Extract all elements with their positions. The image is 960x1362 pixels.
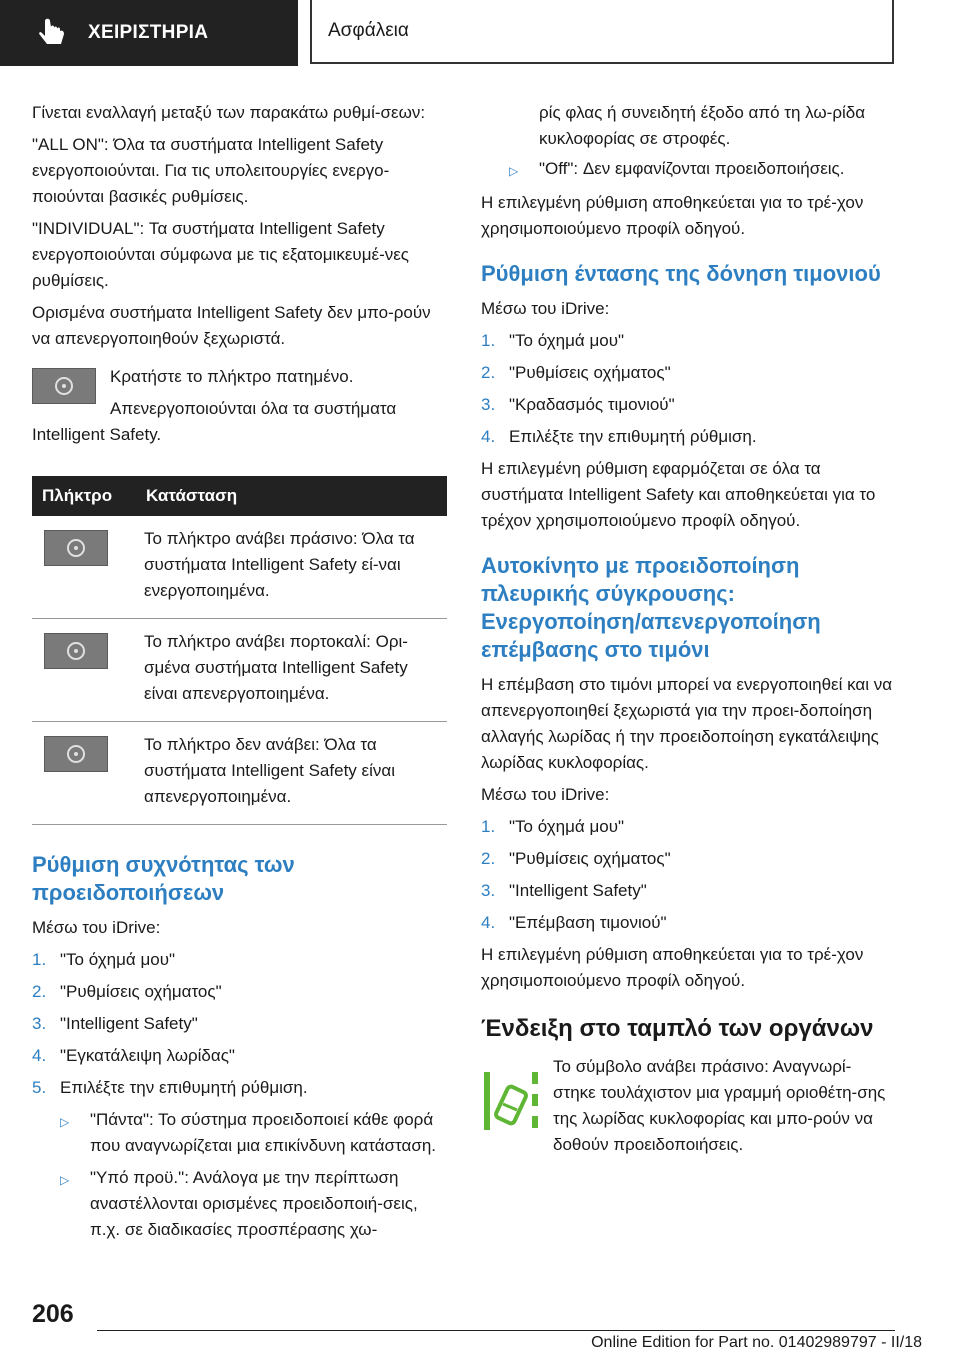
- table-header-status: Κατάσταση: [136, 476, 447, 516]
- left-column: [32, 100, 444, 1249]
- idrive-intro: Μέσω του iDrive:: [481, 785, 610, 804]
- safety-button-icon: [44, 736, 108, 772]
- lane-departure-icon: [481, 1066, 541, 1136]
- right-column: [481, 100, 893, 1164]
- status-table: [32, 476, 447, 825]
- table-row: [32, 722, 447, 825]
- list-item: 1. "Το όχημά μου": [481, 817, 625, 836]
- sub-item: ▷ "Υπό προϋ.": Ανάλογα με την περίπτωση αναστέλλονται ορισμένες προειδοποιή‐σεις, π.χ. σε διαδικασίες προσπέρασης χω‐: [60, 1165, 444, 1243]
- paragraph: Γίνεται εναλλαγή μεταξύ των παρακάτω ρυθμί‐σεων:: [32, 103, 426, 122]
- sub-item: ▷ "Πάντα": Το σύστημα προειδοποιεί κάθε φορά που αναγνωρίζεται μια επικίνδυνη κατάσταση.: [60, 1107, 444, 1159]
- table-row: [32, 619, 447, 722]
- steps-list: [481, 328, 893, 450]
- section-tab[interactable]: [310, 0, 894, 64]
- list-item: 3. "Intelligent Safety": [481, 881, 647, 900]
- paragraph: Ορισμένα συστήματα Intelligent Safety δεν μπο‐ρούν να απενεργοποιηθούν ξεχωριστά.: [32, 303, 431, 348]
- paragraph: Η επιλεγμένη ρύθμιση εφαρμόζεται σε όλα τα συστήματα Intelligent Safety και αποθηκεύεται για το τρέχον χρησιμοποιούμενο προφίλ οδηγού.: [481, 459, 876, 530]
- paragraph: Η επέμβαση στο τιμόνι μπορεί να ενεργοποιηθεί και να απενεργοποιηθεί ξεχωριστά για την προει‐δοποίηση αλλαγής λωρίδας ή την προειδοποίηση εγκατάλειψης λωρίδας κυκλοφορίας.: [481, 675, 893, 772]
- list-item: 4. "Εγκατάλειψη λωρίδας": [32, 1046, 235, 1065]
- sub-item: ▷ "Off": Δεν εμφανίζονται προειδοποιήσεις.: [509, 156, 893, 184]
- chapter-title: ΧΕΙΡΙΣΤΗΡΙΑ: [88, 22, 209, 43]
- table-cell: Το πλήκτρο ανάβει πορτοκαλί: Ορι‐σμένα συστήματα Intelligent Safety είναι απενεργοποιημένα.: [136, 619, 447, 722]
- triangle-bullet-icon: ▷: [60, 1115, 70, 1129]
- steps-list: [32, 947, 444, 1101]
- table-row: [32, 516, 447, 619]
- safety-button-icon: [44, 633, 108, 669]
- edition-text: Online Edition for Part no. 01402989797 - II/18: [591, 1334, 922, 1351]
- list-item: 1. "Το όχημά μου": [481, 331, 625, 350]
- table-cell: Το πλήκτρο δεν ανάβει: Όλα τα συστήματα Intelligent Safety είναι απενεργοποιημένα.: [136, 722, 447, 825]
- list-item: 5. Επιλέξτε την επιθυμητή ρύθμιση.: [32, 1078, 308, 1097]
- idrive-intro: Μέσω του iDrive:: [32, 918, 161, 937]
- triangle-bullet-icon: ▷: [60, 1173, 70, 1187]
- table-header-row: [32, 476, 447, 516]
- hand-pointer-icon: [36, 16, 70, 50]
- paragraph: Η επιλεγμένη ρύθμιση αποθηκεύεται για το τρέ‐χον χρησιμοποιούμενο προφίλ οδηγού.: [481, 945, 864, 990]
- page-header: [0, 0, 960, 68]
- list-item: 4. Επιλέξτε την επιθυμητή ρύθμιση.: [481, 427, 757, 446]
- list-item: 2. "Ρυθμίσεις οχήματος": [481, 363, 671, 382]
- safety-button-icon: [44, 530, 108, 566]
- idrive-intro: Μέσω του iDrive:: [481, 299, 610, 318]
- section-heading: Ρύθμιση συχνότητας των προειδοποιήσεων: [32, 852, 295, 905]
- list-item: 4. "Επέμβαση τιμονιού": [481, 913, 667, 932]
- indicator-note: [481, 1054, 893, 1164]
- indicator-text: Το σύμβολο ανάβει πράσινο: Αναγνωρί‐στηκε τουλάχιστον μια γραμμή οριοθέτη‐σης της λωρίδας κυκλοφορίας και μπο‐ρούν να δοθούν προειδοποιήσεις.: [553, 1057, 886, 1154]
- list-item: 3. "Intelligent Safety": [32, 1014, 198, 1033]
- safety-button-icon: [32, 368, 96, 404]
- list-item: 2. "Ρυθμίσεις οχήματος": [481, 849, 671, 868]
- triangle-bullet-icon: ▷: [509, 164, 519, 178]
- chapter-tab[interactable]: [0, 0, 298, 66]
- paragraph: "ALL ON": Όλα τα συστήματα Intelligent Safety ενεργοποιούνται. Για τις υπολειτουργίες ενεργο‐ποιούνται βασικές ρυθμίσεις.: [32, 135, 390, 206]
- section-title: Ασφάλεια: [328, 20, 409, 41]
- list-item: 2. "Ρυθμίσεις οχήματος": [32, 982, 222, 1001]
- list-item: 3. "Κραδασμός τιμονιού": [481, 395, 675, 414]
- paragraph: "INDIVIDUAL": Τα συστήματα Intelligent Safety ενεργοποιούνται σύμφωνα με τις εξατομικευμέ‐νες ρυθμίσεις.: [32, 219, 409, 290]
- page-number: 206: [32, 1300, 74, 1328]
- table-header-key: Πλήκτρο: [32, 476, 136, 516]
- steps-list: [481, 814, 893, 936]
- button-note-line2: Απενεργοποιούνται όλα τα συστήματα Intelligent Safety.: [32, 399, 397, 444]
- table-cell: Το πλήκτρο ανάβει πράσινο: Όλα τα συστήματα Intelligent Safety εί‐ναι ενεργοποιημένα.: [136, 516, 447, 619]
- list-item: 1. "Το όχημά μου": [32, 950, 176, 969]
- footer-divider: [97, 1330, 895, 1331]
- button-note: [32, 364, 444, 454]
- sub-item-continued: ρίς φλας ή συνειδητή έξοδο από τη λω‐ρίδα κυκλοφορίας σε στροφές.: [539, 103, 866, 148]
- section-heading-large: Ένδειξη στο ταμπλό των οργάνων: [481, 1015, 874, 1042]
- section-heading: Αυτοκίνητο με προειδοποίηση πλευρικής σύγκρουσης: Ενεργοποίηση/απενεργοποίηση επέμβασης στο τιμόνι: [481, 553, 821, 662]
- paragraph: Η επιλεγμένη ρύθμιση αποθηκεύεται για το τρέ‐χον χρησιμοποιούμενο προφίλ οδηγού.: [481, 193, 864, 238]
- button-note-line1: Κρατήστε το πλήκτρο πατημένο.: [110, 367, 354, 386]
- section-heading: Ρύθμιση έντασης της δόνηση τιμονιού: [481, 261, 881, 286]
